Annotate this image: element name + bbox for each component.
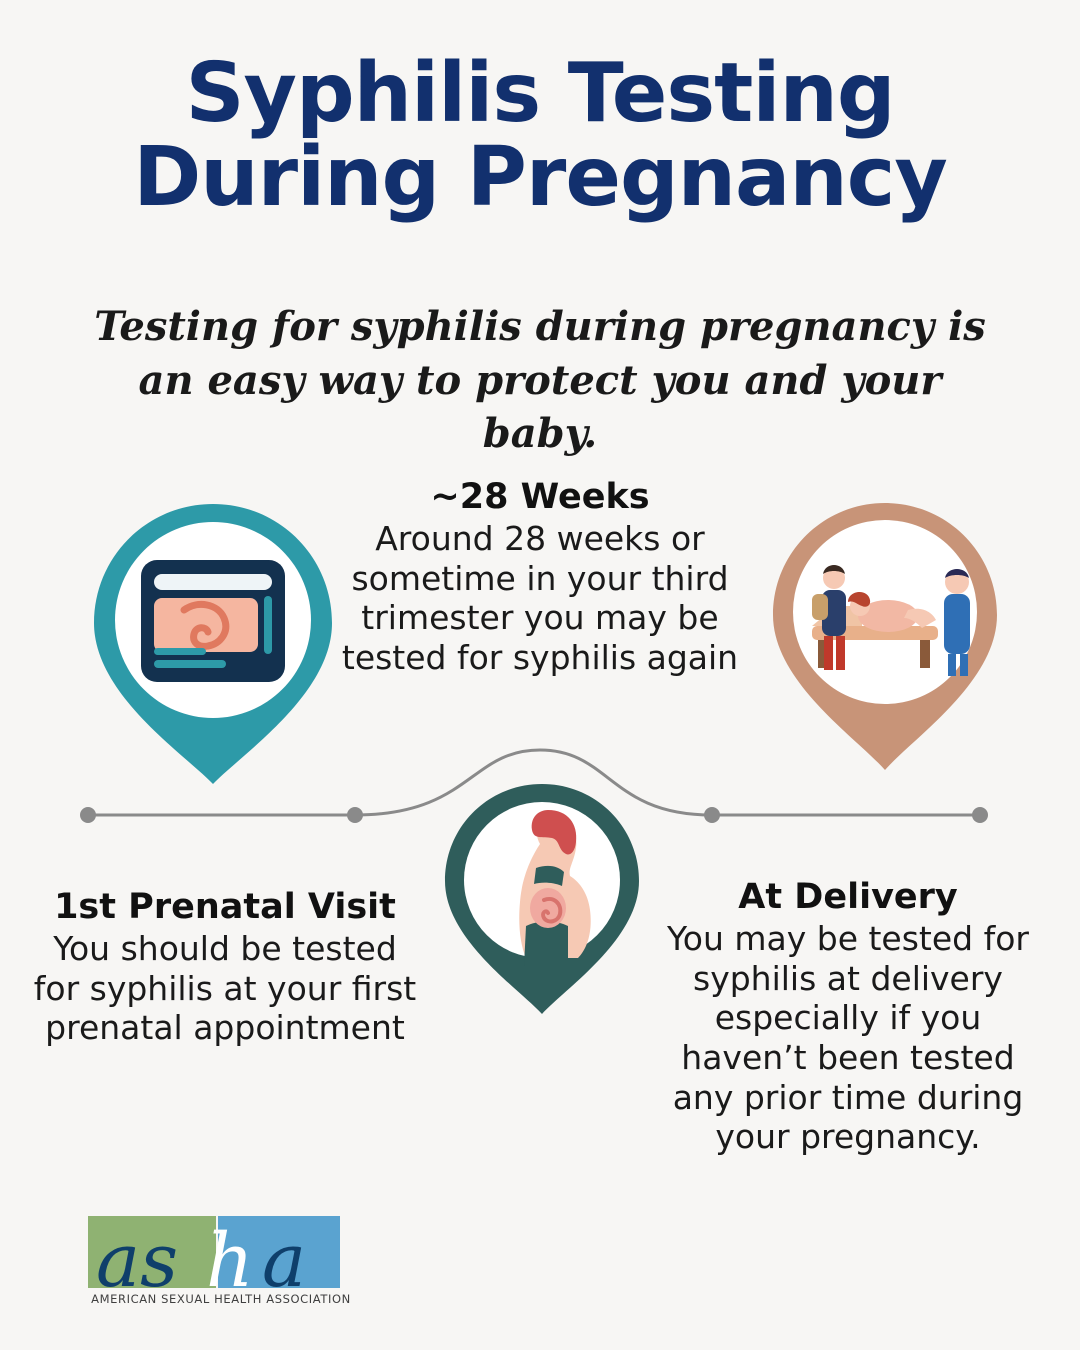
title-line-2: During Pregnancy — [133, 129, 947, 225]
subtitle: Testing for syphilis during pregnancy is an easy way to protect you and your baby. — [94, 303, 986, 458]
step-28-weeks-text — [330, 478, 750, 678]
step-delivery-heading: At Delivery — [738, 877, 958, 917]
step-delivery-body: You may be tested for syphilis at delivery especially if you haven’t been tested any prior time during your pregnancy. — [667, 919, 1029, 1157]
page-title — [0, 46, 1080, 225]
pin-at-delivery[interactable] — [768, 498, 1002, 776]
ultrasound-scan-icon — [141, 560, 285, 682]
step-28-weeks-body: Around 28 weeks or sometime in your third trimester you may be tested for syphilis again — [341, 519, 739, 677]
svg-text:h: h — [206, 1218, 254, 1304]
step-prenatal-heading: 1st Prenatal Visit — [54, 887, 396, 927]
title-line-1: Syphilis Testing — [185, 46, 895, 141]
step-prenatal-text — [30, 888, 420, 1048]
svg-text:a: a — [262, 1218, 307, 1304]
step-delivery-text — [648, 878, 1048, 1157]
asha-logo-tagline: AMERICAN SEXUAL HEALTH ASSOCIATION — [91, 1292, 351, 1306]
step-prenatal-body: You should be tested for syphilis at your first prenatal appointment — [33, 929, 417, 1048]
pin-prenatal-visit[interactable] — [88, 498, 338, 790]
step-28-weeks-heading: ~28 Weeks — [430, 477, 650, 517]
pin-28-weeks[interactable] — [440, 780, 644, 1020]
svg-text:as: as — [96, 1218, 179, 1304]
